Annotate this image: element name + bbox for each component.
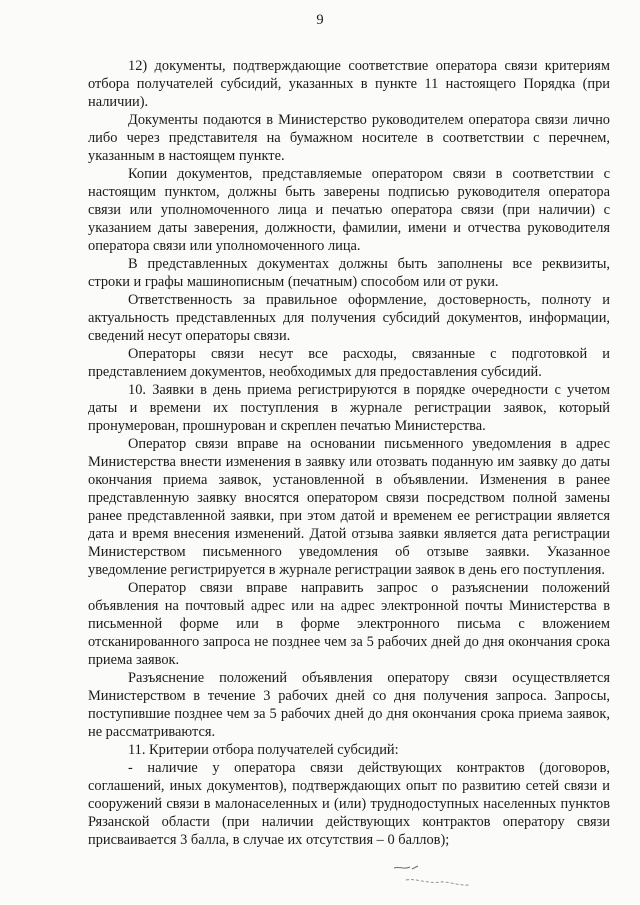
paragraph-responsibility: Ответственность за правильное оформление, достоверность, полноту и актуальность представленных для получения субсидий документов, информации, сведений несут операторы связи.: [88, 292, 610, 344]
paragraph-expenses: Операторы связи несут все расходы, связанные с подготовкой и представлением документов, необходимых для предоставления субсидий.: [88, 346, 610, 380]
paragraph-submission: Документы подаются в Министерство руководителем оператора связи лично либо через представителя на бумажном носителе в соответствии с перечнем, указанным в настоящем пункте.: [88, 112, 610, 164]
signature-mark: [388, 860, 478, 890]
paragraph-clarification-request: Оператор связи вправе направить запрос о разъяснении положений объявления на почтовый адрес или на адрес электронной почты Министерства в письменной форме или в форме электронного письма с вложением отсканированного запроса не позднее чем за 5 рабочих дней до дня окончания срока приема заявок.: [88, 580, 610, 668]
page-number: 9: [316, 12, 324, 28]
paragraph-changes-withdrawal: Оператор связи вправе на основании письменного уведомления в адрес Министерства внести изменения в заявку или отозвать поданную им заявку до даты окончания приема заявок, установленной в объявлении. Изменения в ранее представленную заявку вносятся оператором связи посредством полной замены ранее представленной заявки, при этом датой и временем ее регистрации является дата и время внесения изменений. Датой отзыва заявки является дата регистрации Министерством письменного уведомления об отзыве заявки. Указанное уведомление регистрируется в журнале регистрации заявок в день его поступления.: [88, 436, 610, 578]
paragraph-section-11-heading: 11. Критерии отбора получателей субсидий:: [128, 742, 399, 758]
document-body: [88, 57, 610, 849]
paragraph-criterion-contracts: - наличие у оператора связи действующих контрактов (договоров, соглашений, иных документов), подтверждающих опыт по развитию сетей связи и сооружений связи в малонаселенных и (или) труднодоступных населенных пунктов Рязанской области (при наличии действующих контрактов оператору связи присваивается 3 балла, в случае их отсутствия – 0 баллов);: [88, 760, 610, 848]
paragraph-item-12-documents: 12) документы, подтверждающие соответствие оператора связи критериям отбора получателей субсидий, указанных в пункте 11 настоящего Порядка (при наличии).: [88, 58, 610, 110]
paragraph-section-10-registration: 10. Заявки в день приема регистрируются в порядке очередности с учетом даты и времени их поступления в журнале регистрации заявок, который пронумерован, прошнурован и скреплен печатью Министерства.: [88, 382, 610, 434]
paragraph-clarification-response: Разъяснение положений объявления оператору связи осуществляется Министерством в течение 3 рабочих дней со дня получения запроса. Запросы, поступившие позднее чем за 5 рабочих дней до дня окончания срока приема заявок, не рассматриваются.: [88, 670, 610, 740]
paragraph-filled-requisites: В представленных документах должны быть заполнены все реквизиты, строки и графы машинописным (печатным) способом или от руки.: [88, 256, 610, 290]
paragraph-copies-certification: Копии документов, представляемые оператором связи в соответствии с настоящим пунктом, должны быть заверены подписью руководителя оператора связи или уполномоченного лица и печатью оператора связи (при наличии) с указанием даты заверения, должности, фамилии, имени и отчества руководителя оператора связи или уполномоченного лица.: [88, 166, 610, 254]
